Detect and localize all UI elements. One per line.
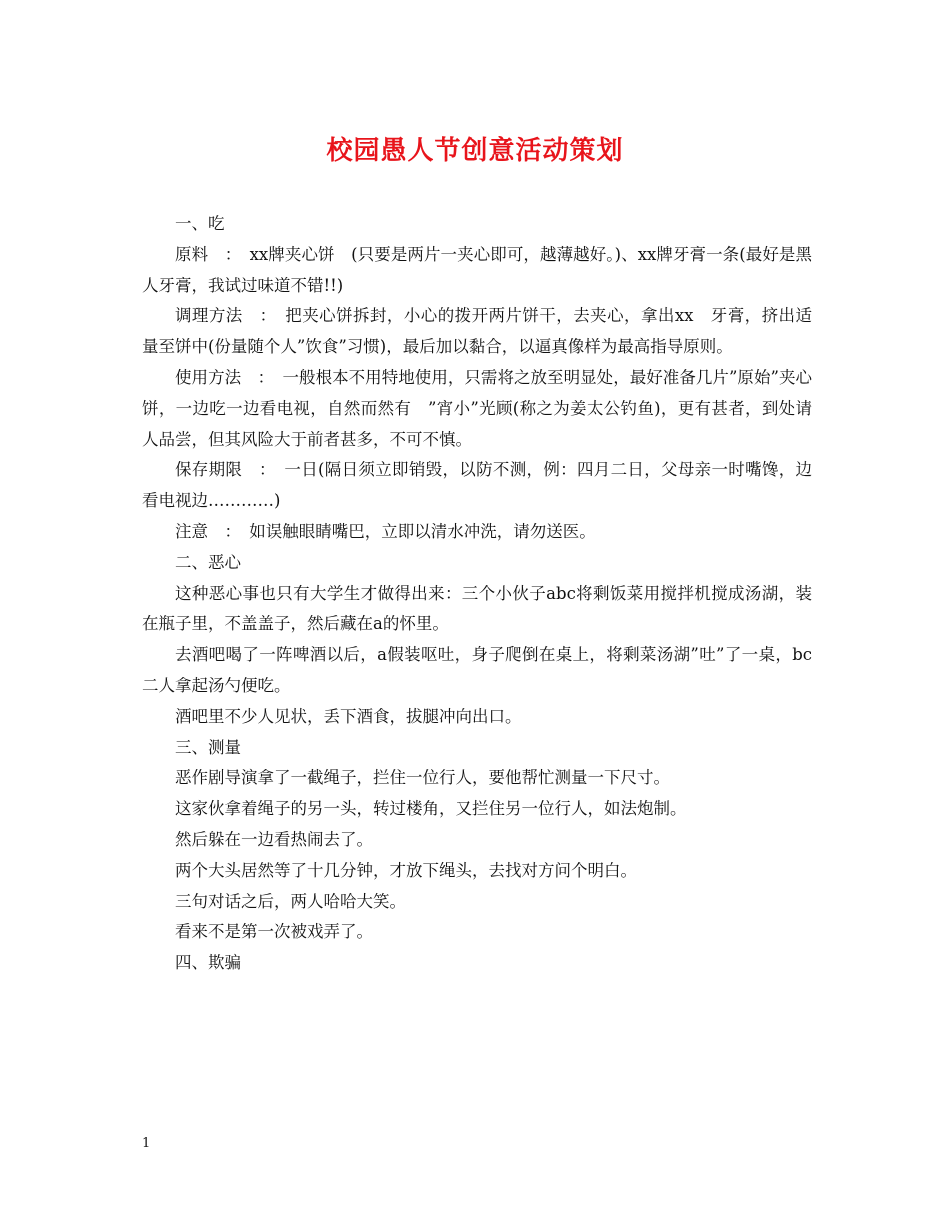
paragraph-disgust-1: 这种恶心事也只有大学生才做得出来：三个小伙子abc将剩饭菜用搅拌机搅成汤湖，装在瓶子里，不盖盖子，然后藏在a的怀里。	[142, 583, 812, 634]
paragraph-usage: 使用方法 ： 一般根本不用特地使用，只需将之放至明显处，最好准备几片”原始”夹心饼，一边吃一边看电视，自然而然有 ”宵小”光顾(称之为姜太公钓鱼)，更有甚者，到处请人品尝，但其风险大于前者甚多，不可不慎。	[142, 367, 812, 449]
paragraph-measure-3: 然后躲在一边看热闹去了。	[175, 829, 373, 849]
paragraph-preparation: 调理方法 ： 把夹心饼拆封，小心的拨开两片饼干，去夹心，拿出xx 牙膏，挤出适量至饼中(份量随个人”饮食”习惯)，最后加以黏合，以逼真像样为最高指导原则。	[142, 306, 812, 357]
paragraph-ingredients: 原料 ： xx牌夹心饼 (只要是两片一夹心即可，越薄越好。)、xx牌牙膏一条(最好是黑人牙膏，我试过味道不错!!)	[142, 244, 812, 295]
page-number: 1	[142, 1136, 151, 1151]
paragraph-measure-2: 这家伙拿着绳子的另一头，转过楼角，又拦住另一位行人，如法炮制。	[175, 799, 687, 819]
paragraph-disgust-2: 去酒吧喝了一阵啤酒以后，a假装呕吐，身子爬倒在桌上，将剩菜汤湖”吐”了一桌，bc二人拿起汤勺便吃。	[142, 645, 812, 695]
section-heading-deceive: 四、欺骗	[175, 953, 241, 973]
paragraph-disgust-3: 酒吧里不少人见状，丢下酒食，拔腿冲向出口。	[175, 706, 522, 726]
paragraph-caution: 注意 ： 如误触眼睛嘴巴，立即以清水冲洗，请勿送医。	[175, 521, 596, 541]
section-heading-measure: 三、测量	[175, 737, 241, 757]
paragraph-measure-4: 两个大头居然等了十几分钟，才放下绳头，去找对方问个明白。	[175, 860, 637, 880]
paragraph-measure-5: 三句对话之后，两人哈哈大笑。	[175, 891, 406, 911]
paragraph-shelf-life: 保存期限 ： 一日(隔日须立即销毁，以防不测，例：四月二日，父母亲一时嘴馋，边看电视边…………)	[142, 460, 812, 511]
section-heading-eat: 一、吃	[175, 214, 225, 233]
document-title: 校园愚人节创意活动策划	[326, 136, 624, 166]
document-body	[142, 209, 812, 979]
section-heading-disgust: 二、恶心	[175, 552, 241, 572]
paragraph-measure-1: 恶作剧导演拿了一截绳子，拦住一位行人，要他帮忙测量一下尺寸。	[175, 768, 670, 788]
paragraph-measure-6: 看来不是第一次被戏弄了。	[175, 922, 373, 942]
